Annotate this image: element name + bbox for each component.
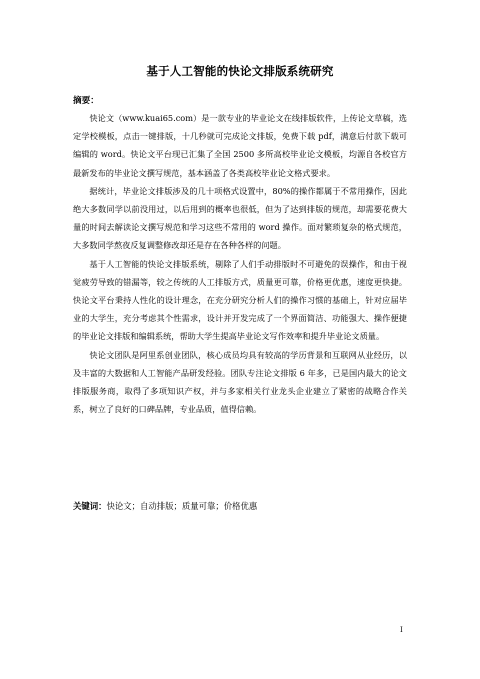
document-title: 基于人工智能的快论文排版系统研究 <box>146 64 334 78</box>
keywords-text: 快论文；自动排版；质量可靠；价格优惠 <box>106 501 258 511</box>
abstract-paragraph: 快论文（www.kuai65.com）是一款专业的毕业论文在线排版软件，上传论文草稿，选定学校模板，点击一键排版，十几秒就可完成论文排版，免费下载 pdf，满意后付款下载可编辑的 word。快论文平台现已汇集了全国 2500 多所高校毕业论文模板，均源自各校官方最新发布的毕业论文撰写规范，基本涵盖了各类高校毕业论文格式要求。 <box>73 113 407 178</box>
abstract-body <box>73 109 407 418</box>
abstract-label: 摘要： <box>73 96 99 106</box>
abstract-paragraph: 快论文团队是阿里系创业团队，核心成员均具有较高的学历背景和互联网从业经历，以及丰富的大数据和人工智能产品研发经验。团队专注论文排版 6 年多，已是国内最大的论文排版服务商，取得了多项知识产权，并与多家相关行业龙头企业建立了紧密的战略合作关系，树立了良好的口碑品牌，专业品质，值得信赖。 <box>73 349 407 415</box>
page-number: I <box>400 626 403 634</box>
abstract-paragraph: 据统计，毕业论文排版涉及的几十项格式设置中，80%的操作都属于不常用操作，因此绝大多数同学以前没用过，以后用到的概率也很低，但为了达到排版的规范，却需要花费大量的时间去解读论文撰写规范和学习这些不常用的 word 操作。面对繁琐复杂的格式规范，大多数同学熬夜反复调整修改却还是存在各种各样的问题。 <box>73 185 407 251</box>
abstract-paragraph: 基于人工智能的快论文排版系统，剔除了人们手动排版时不可避免的误操作，和由于视觉疲劳导致的错漏等，较之传统的人工排版方式，质量更可靠，价格更优惠，速度更快捷。快论文平台秉持人性化的设计理念，在充分研究分析人们的操作习惯的基础上，针对应届毕业的大学生，充分考虑其个性需求，设计并开发完成了一个界面简洁、功能强大、操作便捷的毕业论文排版和编辑系统，帮助大学生提高毕业论文写作效率和提升毕业论文质量。 <box>73 258 407 342</box>
keywords-label: 关键词： <box>73 501 107 511</box>
keywords-line <box>73 500 407 512</box>
